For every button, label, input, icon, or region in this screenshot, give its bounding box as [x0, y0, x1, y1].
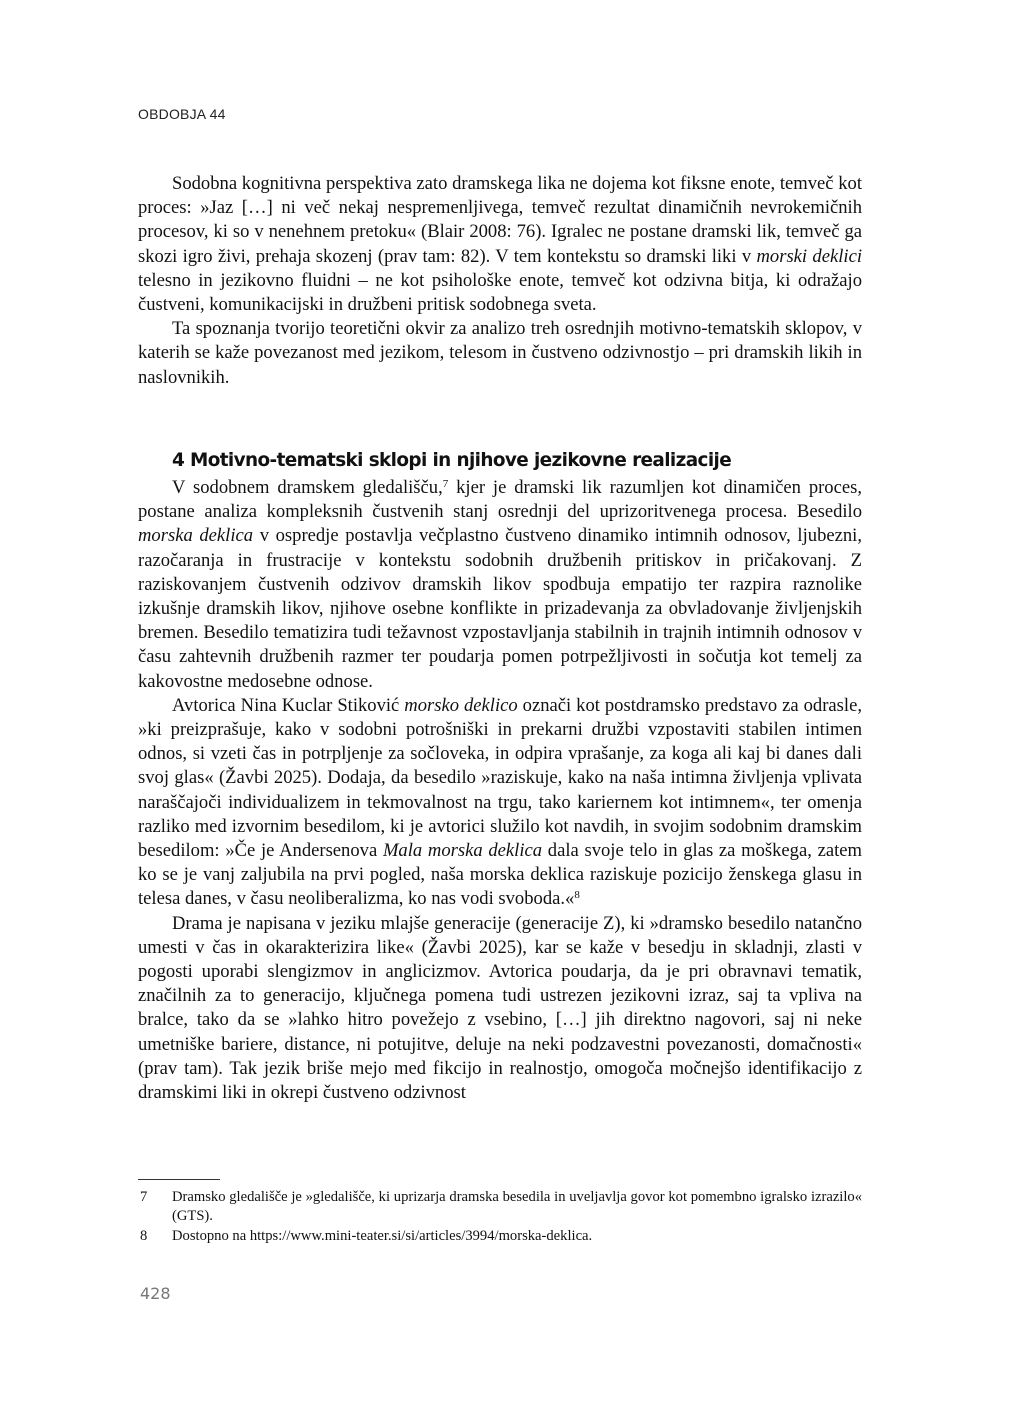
body-text-block-2 — [138, 476, 862, 1105]
paragraph: Ta spoznanja tvorijo teoretični okvir za analizo treh osrednjih motivno-tematskih sklopov, v katerih se kaže povezanost med jezikom, telesom in čustveno odzivnostjo – pri dramskih likih in naslovnikih. — [138, 318, 862, 388]
text-run: kjer je dramski lik razumljen kot dinamičen proces, postane analiza kompleksnih čustvenih stanj osrednji del uprizoritvenega procesa. Besedilo — [138, 477, 862, 523]
paragraph — [138, 694, 862, 912]
text-run: V sodobnem dramskem gledališču, — [172, 477, 443, 498]
footnote — [138, 1188, 862, 1226]
text-run: Avtorica Nina Kuclar Stiković — [172, 694, 405, 716]
text-run: v ospredje postavlja večplastno čustveno dinamiko intimnih odnosov, ljubezni, razočaranja in frustracije v kontekstu sodobnih družbenih pritiskov in pričakovanj. Z raziskovanjem čustvenih odzivov dramskih likov spodbuja empatijo ter razpira raznolike izkušnje dramskih likov, njihove osebne konflikte in prizadevanja za obvladovanje življenjskih bremen. Besedilo tematizira tudi težavnost vzpostavljanja stabilnih in trajnih intimnih odnosov v času zahtevnih družbenih razmer ter poudarja pomen potrpežljivosti in sočutja kot temelj za kakovostne medosebne odnose. — [138, 525, 862, 692]
text-run: telesno in jezikovno fluidni – ne kot psihološke enote, temveč kot odzivna bitja, ki odražajo čustveni, komunikacijski in družbeni pritisk sodobnega sveta. — [138, 269, 862, 316]
footnote-divider — [138, 1179, 220, 1180]
page-number: 428 — [140, 1284, 171, 1303]
italic-title: Mala morska deklica — [382, 840, 543, 862]
footnote-text[interactable]: Dostopno na https://www.mini-teater.si/si/articles/3994/morska-deklica. — [172, 1228, 593, 1244]
paragraph — [138, 476, 862, 694]
footnote-ref[interactable]: 7 — [442, 478, 449, 490]
text-run: dala svoje telo in glas za moškega, zatem ko se je vanj zaljubila na prvi pogled, naša morska deklica raziskuje pozicijo ženskega glasu in telesa danes, v času neoliberalizma, ko nas vodi svoboda.« — [138, 840, 862, 910]
footnote-ref[interactable]: 8 — [574, 889, 580, 902]
section-heading: 4 Motivno-tematski sklopi in njihove jezikovne realizacije — [172, 450, 732, 471]
text-run: Sodobna kognitivna perspektiva zato dramskega lika ne dojema kot fiksne enote, temveč kot proces: »Jaz […] ni več nekaj nespremenljivega, temveč rezultat dinamičnih nevrokemičnih procesov, ki so v nenehnem pretoku« (Blair 2008: 76). Igralec ne postane dramski lik, temveč ga skozi igro živi, prehaja skozenj (prav tam: 82). V tem kontekstu so dramski liki v — [138, 173, 862, 267]
footnote — [138, 1227, 862, 1246]
italic-title: morsko deklico — [404, 694, 518, 716]
italic-title: morska deklica — [138, 525, 254, 547]
footnote-number: 8 — [140, 1228, 148, 1244]
footnotes — [138, 1188, 862, 1247]
footnote-text: Dramsko gledališče je »gledališče, ki uprizarja dramska besedila in uveljavlja govor kot pomembno igralsko izrazilo« (GTS). — [172, 1189, 862, 1224]
italic-title: morski deklici — [756, 245, 862, 267]
text-run: označi kot postdramsko predstavo za odrasle, »ki preizprašuje, kako v sodobni potrošniški in prekarni družbi vzpostaviti stabilen intimen odnos, si vzeti čas in potrpljenje za sočloveka, in odpira vprašanje, za koga ali kaj bi danes dali svoj glas« (Žavbi 2025). Dodaja, da besedilo »raziskuje, kako na naša intimna življenja vplivata naraščajoči individualizem in tekmovalnost na trgu, tako kariernem kot intimnem«, ter omenja razliko med izvornim besedilom, ki je avtorici služilo kot navdih, in svojim sodobnim dramskim besedilom: »Če je Andersenova — [138, 694, 862, 862]
running-head: OBDOBJA 44 — [138, 106, 226, 122]
body-text-block-1 — [138, 172, 862, 390]
paragraph — [138, 172, 862, 317]
paragraph: Drama je napisana v jeziku mlajše generacije (generacije Z), ki »dramsko besedilo natančno umesti v čas in okarakterizira like« (Žavbi 2025), kar se kaže v besedju in skladnji, zlasti v pogosti uporabi slengizmov in anglicizmov. Avtorica poudarja, da je pri obravnavi tematik, značilnih za to generacijo, ključnega pomena tudi ustrezen jezikovni izraz, saj ta vpliva na bralce, tako da se »lahko hitro povežejo z vsebino, […] jih direktno nagovori, saj ni neke umetniške bariere, distance, ni potujitve, deluje na neki podzavestni povezanosti, domačnosti« (prav tam). Tak jezik briše mejo med fikcijo in realnostjo, omogoča močnejšo identifikacijo z dramskimi liki in okrepi čustveno odzivnost — [138, 912, 862, 1104]
footnote-number: 7 — [140, 1189, 148, 1205]
